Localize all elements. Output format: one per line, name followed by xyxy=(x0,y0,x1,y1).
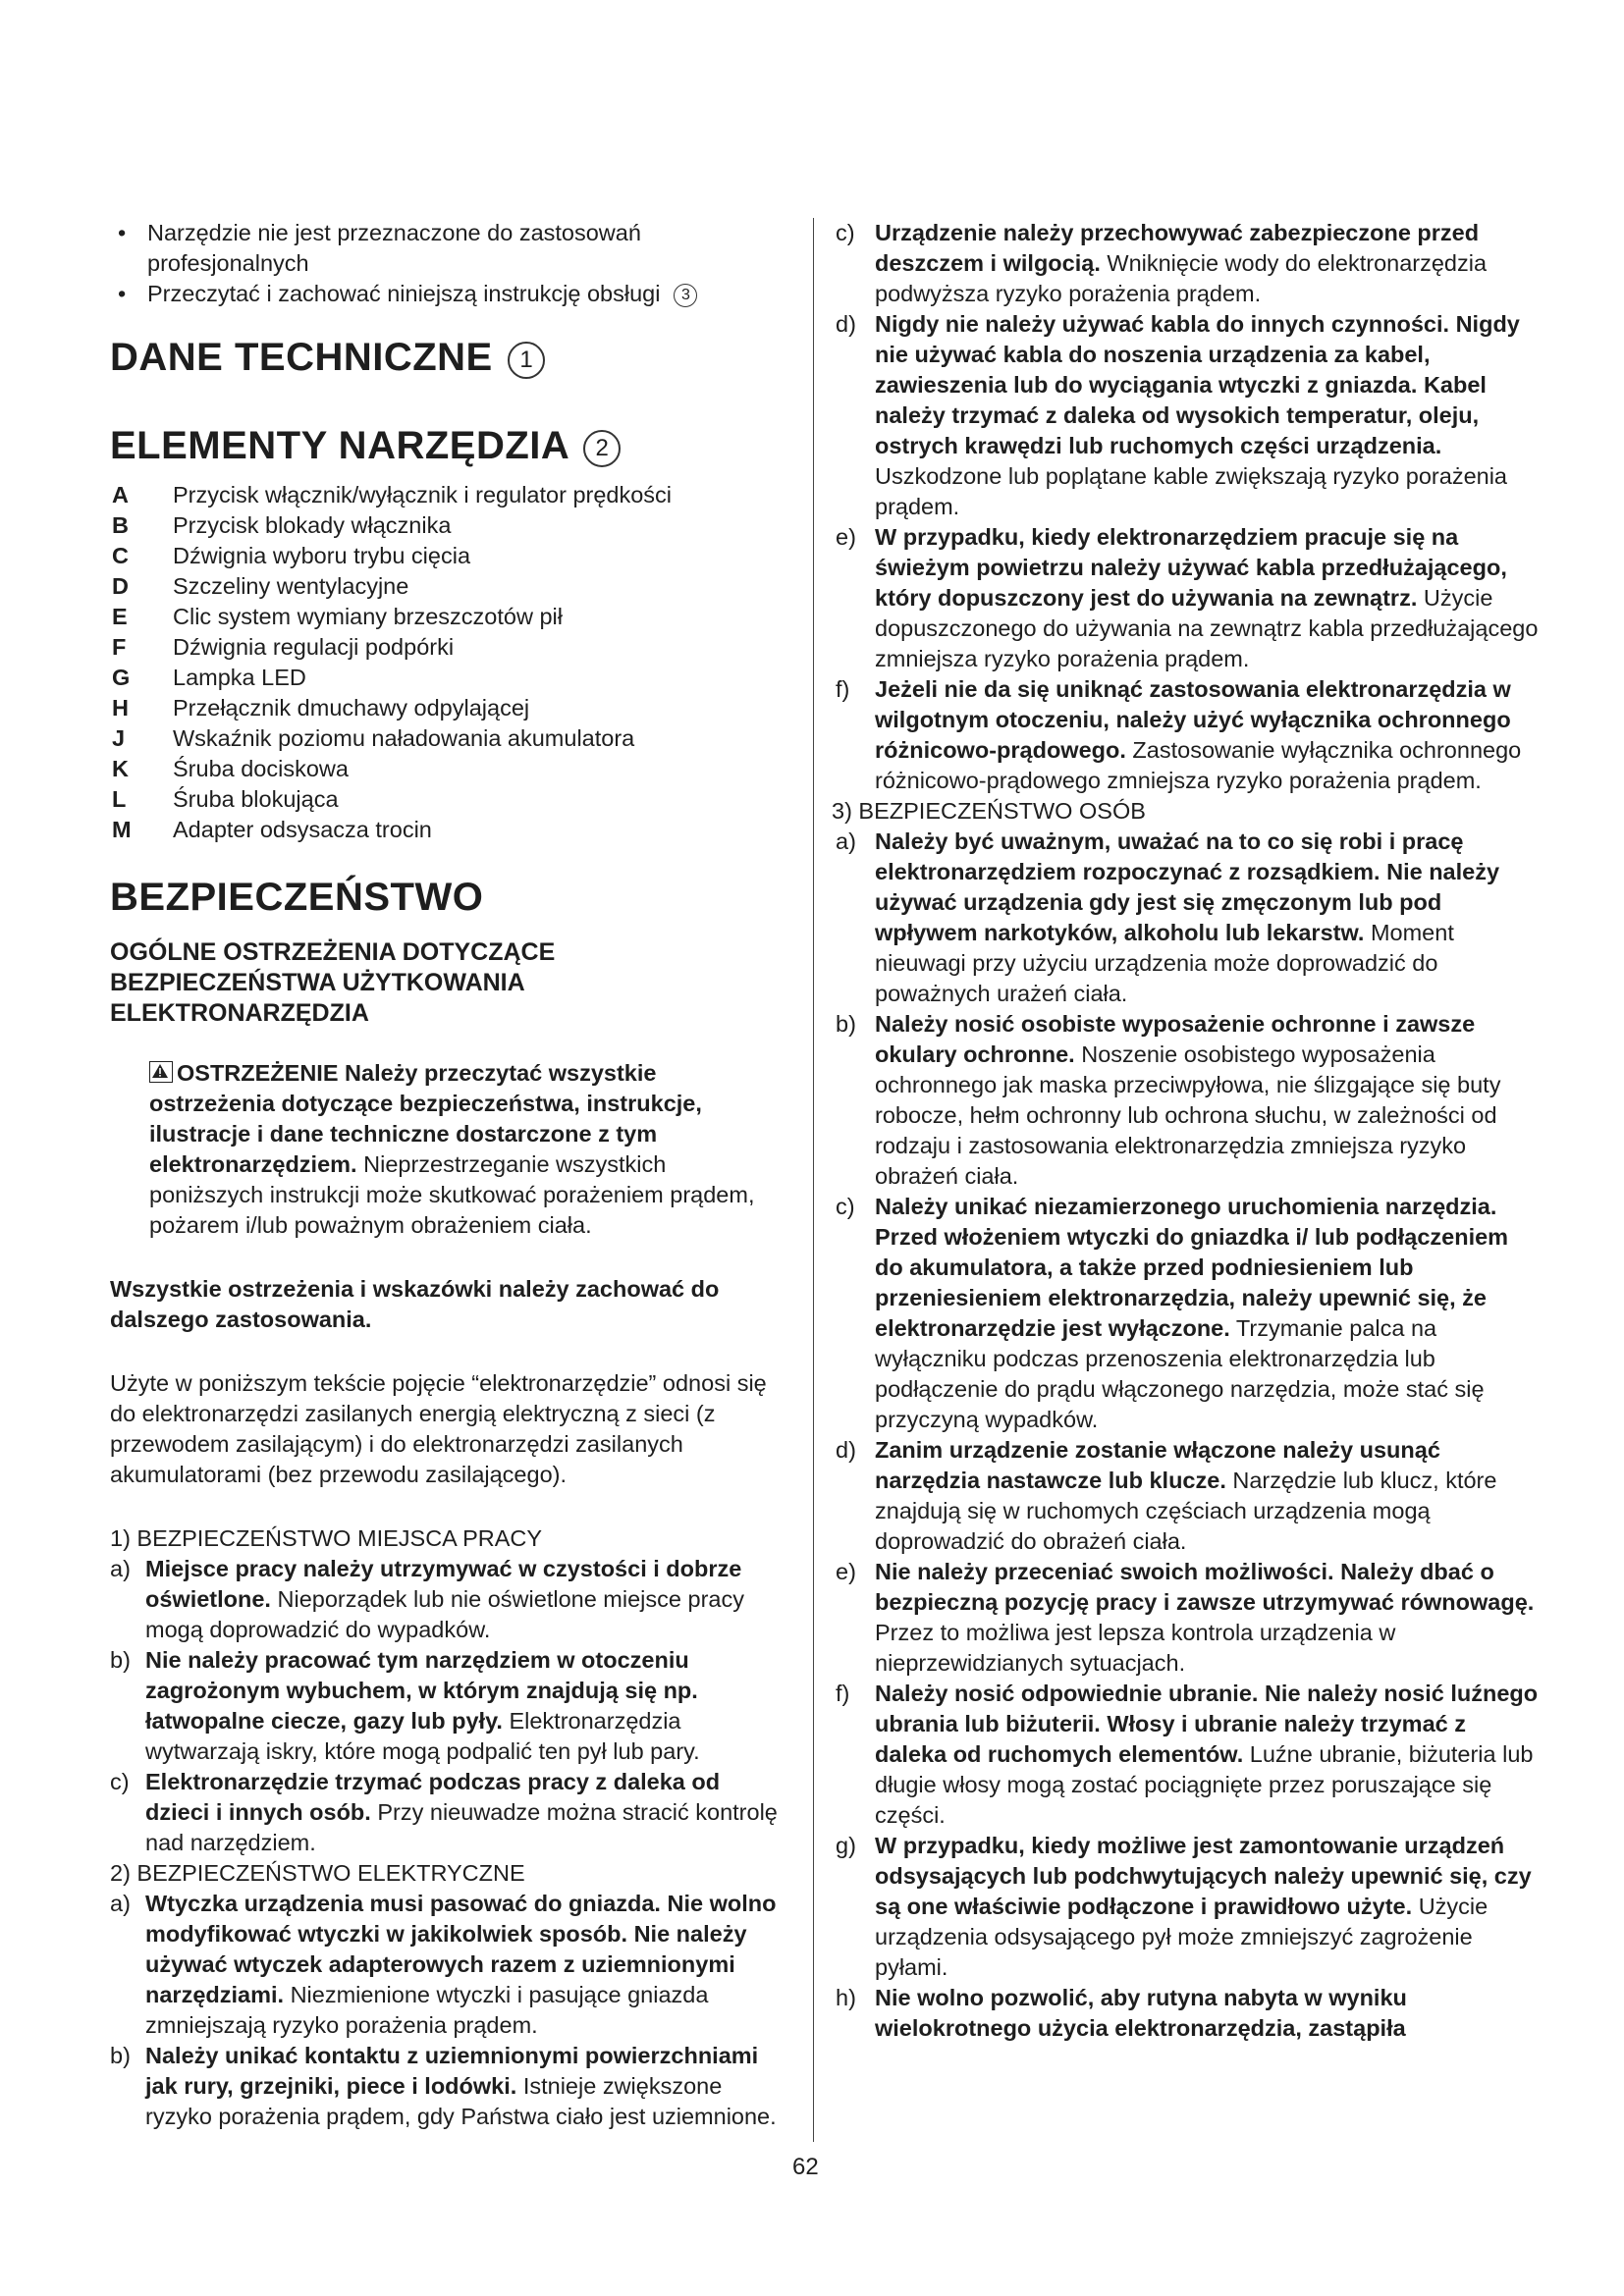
warning-icon xyxy=(149,1061,173,1083)
list-item: a) Należy być uważnym, uważać na to co się robi i pracę elektronarzędziem rozpoczynać z rozsądkiem. Nie należy używać urządzenia gdy jest się zmęczonym lub pod wpływem narkotyków, alkoholu lub lekarstw. Moment nieuwagi przy użyciu urządzenia może doprowadzić do poważnych urażeń ciała. xyxy=(836,828,1500,1006)
list-item: e) W przypadku, kiedy elektronarzędziem pracuje się na świeżym powietrzu należy używać kabla przedłużającego, który dopuszczony jest do używania na zewnątrz. Użycie dopuszczonego do używania na zewnątrz kabla przedłużającego zmniejsza ryzyko porażenia prądem. xyxy=(836,524,1539,671)
reference-number-icon: 2 xyxy=(583,430,621,467)
element-item: L Śruba blokująca xyxy=(112,786,339,812)
element-item: E Clic system wymiany brzeszczotów pił xyxy=(112,604,563,629)
section-title-elementy: ELEMENTY NARZĘDZIA 2 xyxy=(110,423,778,468)
list-item: g) W przypadku, kiedy możliwe jest zamontowanie urządzeń odsysających lub podchwytujących należy upewnić się, czy są one właściwie podłączone i prawidłowo użyte. Użycie urządzenia odsysającego pył może zmniejszyć zagrożenie pyłami. xyxy=(836,1833,1532,1980)
element-item: A Przycisk włącznik/wyłącznik i regulator prędkości xyxy=(112,482,673,507)
list-item: b) Należy nosić osobiste wyposażenie ochronne i zawsze okulary ochronne. Noszenie osobistego wyposażenia ochronnego jak maska przeciwpyłowa, nie ślizgające się buty robocze, hełm ochronny lub ochrona słuchu, w zależności od rodzaju i zastosowania elektronarzędzia zmniejsza ryzyko obrażeń ciała. xyxy=(836,1011,1501,1189)
keep-instructions-note: Wszystkie ostrzeżenia i wskazówki należy zachować do dalszego zastosowania. xyxy=(110,1276,720,1332)
warning-paragraph: OSTRZEŻENIE Należy przeczytać wszystkie ostrzeżenia dotyczące bezpieczeństwa, instrukcje, ilustracje i dane techniczne dostarczone z tym elektronarzędziem. Nieprzestrzeganie wszystkich poniższych instrukcji może skutkować porażeniem prądem, pożarem i/lub poważnym obrażeniem ciała. xyxy=(149,1060,755,1238)
definition-paragraph: Użyte w poniższym tekście pojęcie “elektronarzędzie” odnosi się do elektronarzędzi zasilanych energią elektryczną z sieci (z przewodem zasilającym) i do elektronarzędzi zasilanych akumulatorami (bez przewodu zasilającego). xyxy=(110,1370,767,1487)
bullet-dot: • xyxy=(118,220,127,245)
list-item: a) Wtyczka urządzenia musi pasować do gniazda. Nie wolno modyfikować wtyczki w jakikolwiek sposób. Nie należy używać wtyczek adapterowych razem z uziemnionymi narzędziami. Niezmienione wtyczki i pasujące gniazda zmniejszają ryzyko porażenia prądem. xyxy=(110,1891,777,2038)
list-item: c) Elektronarzędzie trzymać podczas pracy z daleka od dzieci i innych osób. Przy nieuwadze można stracić kontrolę nad narzędziem. xyxy=(110,1769,778,1855)
elements-list xyxy=(110,480,778,845)
reference-number-icon: 1 xyxy=(508,342,545,379)
intro-bullet: • Narzędzie nie jest przeznaczone do zastosowań profesjonalnych xyxy=(118,220,641,276)
list-item: e) Nie należy przeceniać swoich możliwości. Należy dbać o bezpieczną pozycję pracy i zawsze utrzymywać równowagę. Przez to możliwa jest lepsza kontrola urządzenia w nieprzewidzianych sytuacjach. xyxy=(836,1559,1535,1676)
column-divider xyxy=(813,218,814,2142)
element-item: M Adapter odsysacza trocin xyxy=(112,817,432,842)
element-item: H Przełącznik dmuchawy odpylającej xyxy=(112,695,530,721)
list-item: c) Urządzenie należy przechowywać zabezpieczone przed deszczem i wilgocią. Wniknięcie wody do elektronarzędzia podwyższa ryzyko porażenia prądem. xyxy=(836,220,1488,306)
section-title-dane: DANE TECHNICZNE 1 xyxy=(110,335,778,380)
reference-number-icon: 3 xyxy=(674,284,697,307)
page-number: 62 xyxy=(792,2154,819,2180)
list-item: f) Należy nosić odpowiednie ubranie. Nie należy nosić luźnego ubrania lub biżuterii. Włosy i ubranie należy trzymać z daleka od ruchomych elementów. Luźne ubranie, biżuteria lub długie włosy mogą zostać pociągnięte przez poruszające się części. xyxy=(836,1681,1539,1828)
general-warnings-subtitle: OGÓLNE OSTRZEŻENIA DOTYCZĄCE BEZPIECZEŃSTWA UŻYTKOWANIA ELEKTRONARZĘDZIA xyxy=(110,938,556,1027)
list-item: f) Jeżeli nie da się uniknąć zastosowania elektronarzędzia w wilgotnym otoczeniu, należy użyć wyłącznika ochronnego różnicowo-prądowego. Zastosowanie wyłącznika ochronnego różnicowo-prądowego zmniejsza ryzyko porażenia prądem. xyxy=(836,676,1522,793)
element-item: J Wskaźnik poziomu naładowania akumulatora xyxy=(112,725,635,751)
list-item: c) Należy unikać niezamierzonego uruchomienia narzędzia. Przed włożeniem wtyczki do gniazdka i/ lub podłączeniem do akumulatora, a także przed podniesieniem lub przeniesieniem elektronarzędzia, należy upewnić się, że elektronarzędzie jest wyłączone. Trzymanie palca na wyłączniku podczas przenoszenia elektronarzędzia lub podłączenie do prądu włączonego narzędzia, może stać się przyczyną wypadków. xyxy=(836,1194,1509,1432)
element-item: B Przycisk blokady włącznika xyxy=(112,512,452,538)
list-item: b) Nie należy pracować tym narzędziem w otoczeniu zagrożonym wybuchem, w którym znajdują się np. łatwopalne ciecze, gazy lub pyły. Elektronarzędzia wytwarzają iskry, które mogą podpalić ten pył lub pary. xyxy=(110,1647,700,1764)
section-heading-personal: 3) BEZPIECZEŃSTWO OSÓB xyxy=(832,798,1146,824)
element-item: C Dźwignia wyboru trybu cięcia xyxy=(112,543,471,568)
element-item: F Dźwignia regulacji podpórki xyxy=(112,634,455,660)
section-heading-electrical: 2) BEZPIECZEŃSTWO ELEKTRYCZNE xyxy=(110,1860,525,1886)
list-item: a) Miejsce pracy należy utrzymywać w czystości i dobrze oświetlone. Nieporządek lub nie oświetlone miejsce pracy mogą doprowadzić do wypadków. xyxy=(110,1556,744,1642)
element-item: D Szczeliny wentylacyjne xyxy=(112,573,409,599)
section-title-bezpieczenstwo: BEZPIECZEŃSTWO xyxy=(110,876,484,919)
left-column xyxy=(110,218,778,2132)
list-item: d) Nigdy nie należy używać kabla do innych czynności. Nigdy nie używać kabla do noszenia urządzenia za kabel, zawieszenia lub do wyciągania wtyczki z gniazda. Kabel należy trzymać z daleka od wysokich temperatur, oleju, ostrych krawędzi lub ruchomych części urządzenia. Uszkodzone lub poplątane kable zwiększają ryzyko porażenia prądem. xyxy=(836,311,1520,519)
right-column xyxy=(832,218,1539,2044)
element-item: G Lampka LED xyxy=(112,665,306,690)
element-item: K Śruba dociskowa xyxy=(112,756,349,781)
intro-bullet: • Przeczytać i zachować niniejszą instrukcję obsługi 3 xyxy=(110,279,778,309)
list-item: d) Zanim urządzenie zostanie włączone należy usunąć narzędzia nastawcze lub klucze. Narzędzie lub klucz, które znajdują się w ruchomych częściach urządzenia mogą doprowadzić do obrażeń ciała. xyxy=(836,1437,1497,1554)
bullet-dot: • xyxy=(118,281,127,306)
list-item: b) Należy unikać kontaktu z uziemnionymi powierzchniami jak rury, grzejniki, piece i lodówki. Istnieje zwiększone ryzyko porażenia prądem, gdy Państwa ciało jest uziemnione. xyxy=(110,2043,777,2129)
section-heading-workplace: 1) BEZPIECZEŃSTWO MIEJSCA PRACY xyxy=(110,1525,543,1551)
list-item: h) Nie wolno pozwolić, aby rutyna nabyta w wyniku wielokrotnego użycia elektronarzędzia, zastąpiła xyxy=(836,1985,1407,2041)
